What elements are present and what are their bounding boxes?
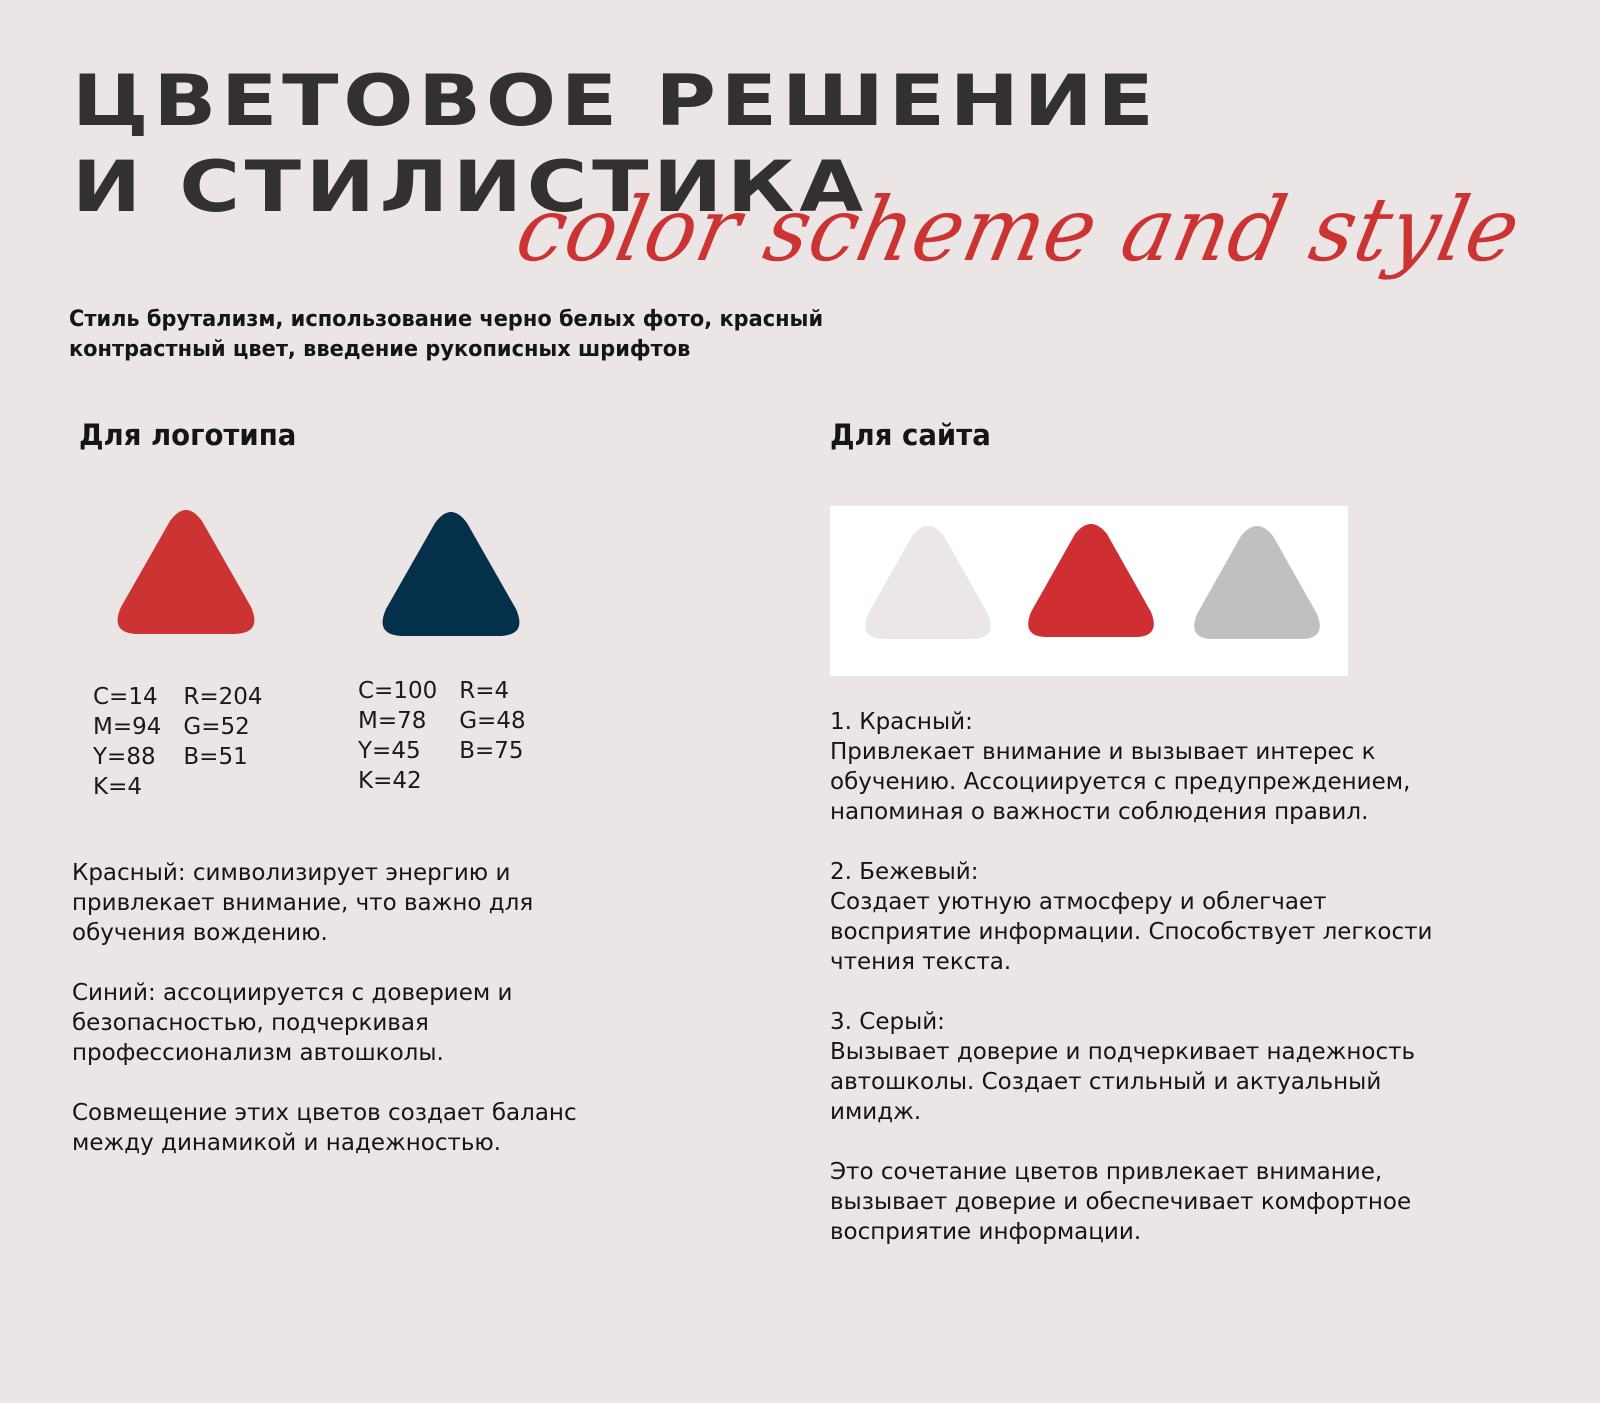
paragraph-grey — [830, 1007, 1530, 1127]
cmyk-k: K=42 — [358, 768, 422, 794]
rgb-g: G=52 — [183, 714, 250, 740]
cmyk-y: Y=45 — [358, 738, 421, 764]
style-description — [69, 305, 905, 365]
navy-triangle-swatch-icon — [380, 509, 522, 639]
text-line: между динамикой и надежностью. — [72, 1130, 502, 1156]
title-line-1: ЦВЕТОВОЕ РЕШЕНИЕ — [72, 60, 1159, 142]
logo-section-heading: Для логотипа — [79, 418, 297, 452]
text-line: Создает уютную атмосферу и облегчает — [830, 889, 1327, 915]
text-line: безопасностью, подчеркивая — [72, 1010, 429, 1036]
text-line: вызывает доверие и обеспечивает комфортное — [830, 1189, 1412, 1215]
logo-color-explanation — [72, 858, 712, 1188]
text-line: привлекает внимание, что важно для — [72, 890, 534, 916]
text-line: имидж. — [830, 1099, 922, 1125]
rgb-g: G=48 — [459, 708, 526, 734]
text-line: чтения текста. — [830, 949, 1012, 975]
red-color-spec — [93, 682, 263, 802]
script-subtitle: color scheme and style — [508, 178, 1530, 281]
text-line: восприятие информации. Способствует легкости — [830, 919, 1433, 945]
title-line-2: И СТИЛИСТИКА — [72, 146, 868, 228]
text-line: восприятие информации. — [830, 1219, 1142, 1245]
text-line: автошколы. Создает стильный и актуальный — [830, 1069, 1382, 1095]
grey-triangle-swatch-icon — [1191, 522, 1323, 642]
description-line: контрастный цвет, введение рукописных шрифтов — [69, 337, 691, 362]
rgb-r: R=204 — [183, 684, 263, 710]
cmyk-c: C=14 — [93, 684, 158, 710]
text-line: напоминая о важности соблюдения правил. — [830, 799, 1369, 825]
site-palette-panel — [830, 506, 1348, 676]
text-line: 2. Бежевый: — [830, 859, 979, 885]
paragraph-red — [72, 858, 712, 948]
site-color-explanation — [830, 707, 1530, 1277]
rgb-r: R=4 — [459, 678, 510, 704]
text-line: Синий: ассоциируется с доверием и — [72, 980, 513, 1006]
text-line: Это сочетание цветов привлекает внимание, — [830, 1159, 1383, 1185]
rgb-b: B=75 — [459, 738, 524, 764]
paragraph-blue — [72, 978, 712, 1068]
paragraph-beige — [830, 857, 1530, 977]
cmyk-m: M=78 — [358, 708, 427, 734]
navy-color-spec — [358, 676, 526, 796]
text-line: Красный: символизирует энергию и — [72, 860, 511, 886]
text-line: 3. Серый: — [830, 1009, 945, 1035]
cmyk-k: K=4 — [93, 774, 142, 800]
text-line: 1. Красный: — [830, 709, 973, 735]
beige-triangle-swatch-icon — [862, 522, 994, 642]
description-line: Стиль брутализм, использование черно белых фото, красный — [69, 307, 824, 332]
paragraph-red — [830, 707, 1530, 827]
paragraph-summary — [830, 1157, 1530, 1247]
red-triangle-swatch-icon — [1025, 520, 1157, 640]
text-line: Привлекает внимание и вызывает интерес к — [830, 739, 1376, 765]
cmyk-y: Y=88 — [93, 744, 156, 770]
rgb-b: B=51 — [183, 744, 248, 770]
cmyk-c: C=100 — [358, 678, 438, 704]
text-line: профессионализм автошколы. — [72, 1040, 444, 1066]
site-section-heading: Для сайта — [830, 418, 991, 452]
text-line: Совмещение этих цветов создает баланс — [72, 1100, 577, 1126]
text-line: Вызывает доверие и подчеркивает надежность — [830, 1039, 1416, 1065]
red-triangle-swatch-icon — [115, 507, 257, 637]
text-line: обучения вождению. — [72, 920, 328, 946]
paragraph-combination — [72, 1098, 712, 1158]
cmyk-m: M=94 — [93, 714, 162, 740]
text-line: обучению. Ассоциируется с предупреждением, — [830, 769, 1411, 795]
